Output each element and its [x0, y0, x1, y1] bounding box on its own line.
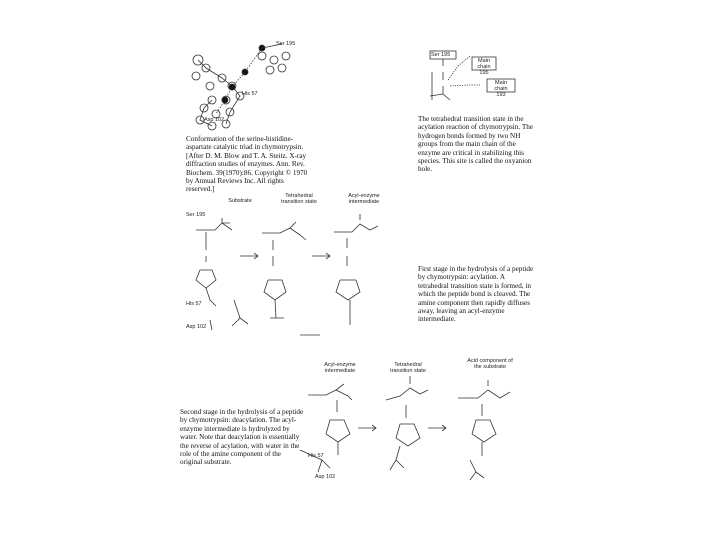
figure2-caption: The tetrahedral transition state in the acylation reaction of chymotrypsin. The hydrogen bonds formed by two NH groups from the main chain of the enzyme are critical in stabilizing this species. This site is called the oxyanion hole.: [418, 115, 534, 174]
fig4-his57-label: His 57: [308, 453, 324, 459]
main-chain-195-label: Main chain 195: [477, 58, 491, 76]
figure4-caption: Second stage in the hydrolysis of a peptide by chymotrypsin: deacylation. The acyl-enzyme intermediate is hydrolyzed by water. Note that deacylation is essentially the reverse of acylation, with water in the role of the amine component of the original substrate.: [180, 408, 304, 467]
fig2-ser195-label: Ser 195: [431, 52, 451, 58]
header-tetrahedral-2: Tetrahedral transition state: [390, 362, 426, 374]
header-tetrahedral-1: Tetrahedral transition state: [281, 193, 317, 205]
asp102-label: Asp 102: [204, 117, 225, 123]
header-substrate: Substrate: [228, 198, 252, 204]
his57-label: His 57: [242, 91, 258, 97]
fig3-his57-label: His 57: [186, 301, 202, 307]
acylation-scheme: [196, 214, 378, 335]
header-acyl-enzyme-1: Acyl-enzyme intermediate: [348, 193, 380, 205]
fig3-asp102-label: Asp 102: [186, 324, 207, 330]
deacylation-scheme: [300, 376, 510, 480]
figure3-caption: First stage in the hydrolysis of a peptide by chymotrypsin: acylation. A tetrahedral transition state is formed, in which the peptide bond is cleaved. The amine component then rapidly diffuses away, leaving an acyl-enzyme intermediate.: [418, 265, 534, 324]
ser195-label: Ser 195: [276, 41, 296, 47]
main-chain-193-label: Main chain 193: [494, 80, 508, 98]
figure1-caption: Conformation of the serine-histidine-aspartate catalytic triad in chymotrypsin. [After D. M. Blow and T. A. Steitz. X-ray diffraction studies of enzymes. Ann. Rev. Biochem. 39(1970):86. Copyright © 1970 by Annual Reviews Inc. All rights reserved.]: [186, 135, 308, 194]
fig3-ser195-label: Ser 195: [186, 212, 206, 218]
header-acyl-enzyme-2: Acyl-enzyme intermediate: [324, 362, 356, 374]
fig4-asp102-label: Asp 102: [315, 474, 336, 480]
header-acid-component: Acid component of the substrate: [467, 358, 513, 370]
